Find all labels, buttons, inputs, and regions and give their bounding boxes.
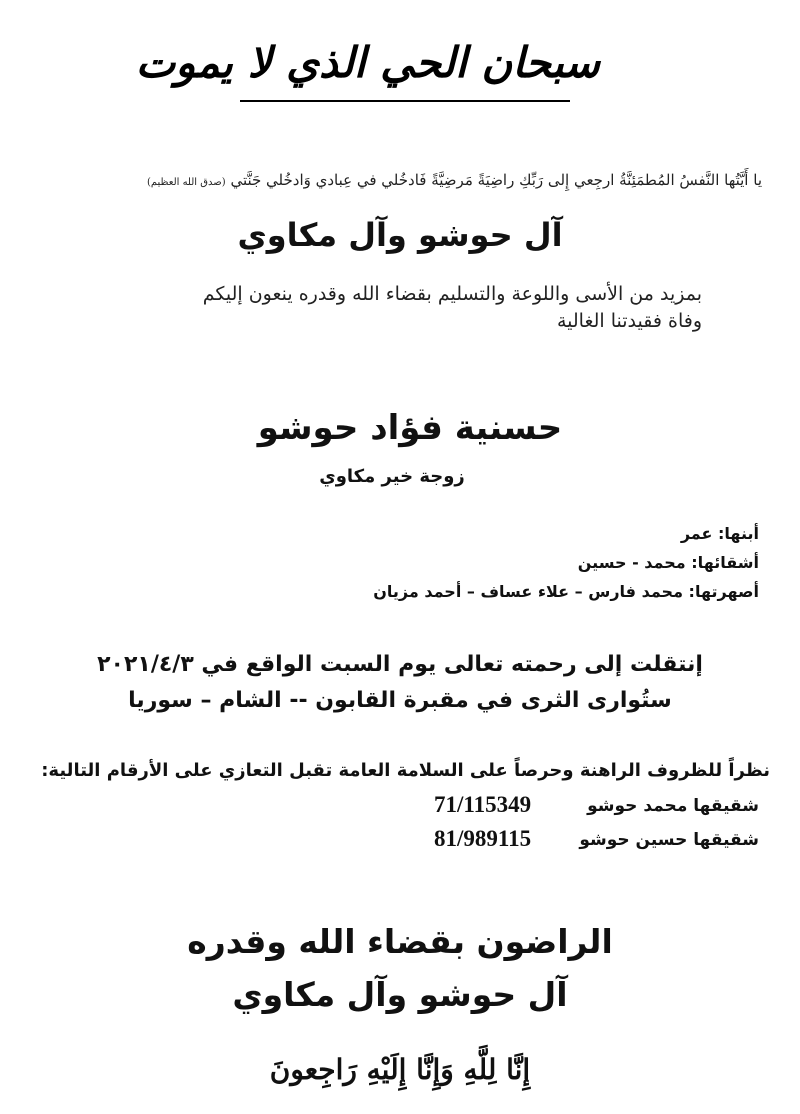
contact-number-text: 81/989115 — [434, 826, 532, 851]
intro-line-2: وفاة فقيدتنا الغالية — [556, 310, 702, 332]
header-divider — [240, 100, 570, 102]
spouse-line — [0, 466, 800, 487]
contact-number — [434, 792, 531, 818]
family-title: آل حوشو وآل مكاوي — [237, 216, 563, 254]
spouse-text: زوجة خير مكاوي — [319, 466, 465, 487]
contact-name: شقيقها محمد حوشو — [587, 796, 759, 816]
relative-brothers: أشقائها: محمد - حسين — [577, 553, 759, 572]
quran-verse — [147, 171, 762, 189]
relative-son: أبنها: عمر — [680, 524, 759, 543]
death-notice-line-1: إنتقلت إلى رحمته تعالى يوم السبت الواقع في ٢٠٢١/٤/٣ — [97, 652, 703, 677]
burial-notice-line-2: ستُوارى الثرى في مقبرة القابون -- الشام – سوريا — [128, 688, 672, 713]
contact-name: شقيقها حسين حوشو — [579, 830, 759, 850]
contact-number-text: 71/115349 — [434, 792, 532, 817]
quran-verse-suffix: (صدق الله العظيم) — [146, 177, 226, 188]
contact-number — [434, 826, 531, 852]
final-verse: إِنَّا لِلَّهِ وَإِنَّا إِلَيْهِ رَاجِعونَ — [269, 1053, 531, 1086]
condolence-notice: نظراً للظروف الراهنة وحرصاً على السلامة العامة تقبل التعازي على الأرقام التالية: — [41, 760, 770, 781]
relative-in-laws: أصهرتها: محمد فارس – علاء عساف – أحمد مزيان — [373, 582, 759, 601]
quran-verse-text: يا أَيَّتُها النَّفسُ المُطمَئِنَّةُ ارجِعي إِلى رَبِّكِ راضِيَةً مَرضِيَّةً فَادخُلي في عِبادي وَادخُلي جَنَّتي — [230, 171, 762, 189]
closing-line-2: آل حوشو وآل مكاوي — [232, 975, 568, 1014]
deceased-name: حسنية فؤاد حوشو — [257, 408, 563, 448]
intro-line-1: بمزيد من الأسى واللوعة والتسليم بقضاء الله وقدره ينعون إليكم — [202, 283, 702, 305]
header-calligraphy: سبحان الحي الذي لا يموت — [135, 38, 600, 87]
closing-line-1: الراضون بقضاء الله وقدره — [187, 922, 613, 961]
